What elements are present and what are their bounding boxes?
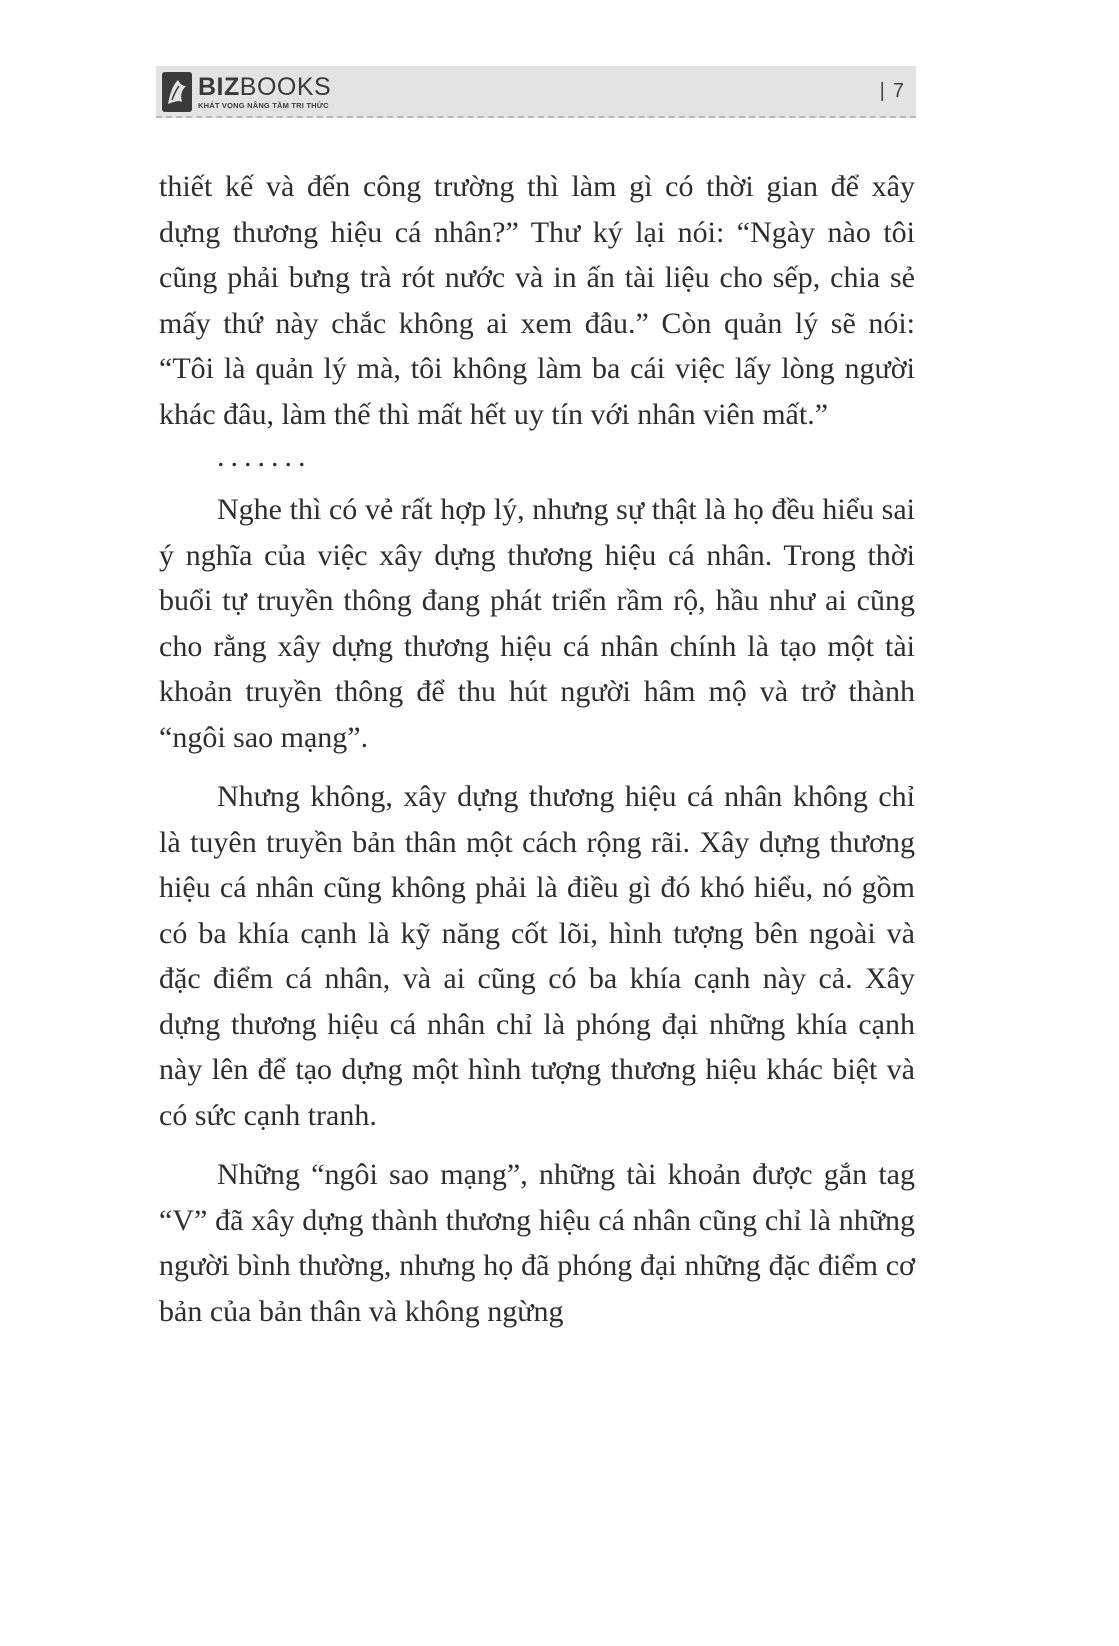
paragraph: Những “ngôi sao mạng”, những tài khoản được gắn tag “V” đã xây dựng thành thương hiệu cá nhân cũng chỉ là những người bình thường, nhưng họ đã phóng đại những đặc điểm cơ bản của bản thân và không ngừng <box>159 1158 915 1328</box>
page-number: 7 <box>892 80 904 102</box>
brand-tagline: KHÁT VỌNG NÂNG TẦM TRI THỨC <box>198 100 329 110</box>
page-header <box>156 66 916 118</box>
brand-name: BIZBOOKS <box>198 72 332 101</box>
book-logo-icon <box>162 72 192 112</box>
page-number-separator: | <box>879 80 885 102</box>
logo-text <box>198 74 331 111</box>
ellipsis-divider: ....... <box>217 440 312 473</box>
page-body <box>159 164 915 1334</box>
paragraph-continued: thiết kế và đến công trường thì làm gì có thời gian để xây dựng thương hiệu cá nhân?” Thư ký lại nói: “Ngày nào tôi cũng phải bưng trà rót nước và in ấn tài liệu cho sếp, chia sẻ mấy thứ này chắc không ai xem đâu.” Còn quản lý sẽ nói: “Tôi là quản lý mà, tôi không làm ba cái việc lấy lòng người khác đâu, làm thế thì mất hết uy tín với nhân viên mất.” <box>159 170 915 431</box>
paragraph: Nghe thì có vẻ rất hợp lý, nhưng sự thật là họ đều hiểu sai ý nghĩa của việc xây dựng thương hiệu cá nhân. Trong thời buổi tự truyền thông đang phát triển rầm rộ, hầu như ai cũng cho rằng xây dựng thương hiệu cá nhân chính là tạo một tài khoản truyền thông để thu hút người hâm mộ và trở thành “ngôi sao mạng”. <box>159 493 915 754</box>
publisher-logo <box>162 71 331 113</box>
paragraph: Nhưng không, xây dựng thương hiệu cá nhân không chỉ là tuyên truyền bản thân một cách rộng rãi. Xây dựng thương hiệu cá nhân cũng không phải là điều gì đó khó hiểu, nó gồm có ba khía cạnh là kỹ năng cốt lõi, hình tượng bên ngoài và đặc điểm cá nhân, và ai cũng có ba khía cạnh này cả. Xây dựng thương hiệu cá nhân chỉ là phóng đại những khía cạnh này lên để tạo dựng một hình tượng thương hiệu khác biệt và có sức cạnh tranh. <box>159 780 915 1132</box>
page-number-label <box>880 78 904 104</box>
